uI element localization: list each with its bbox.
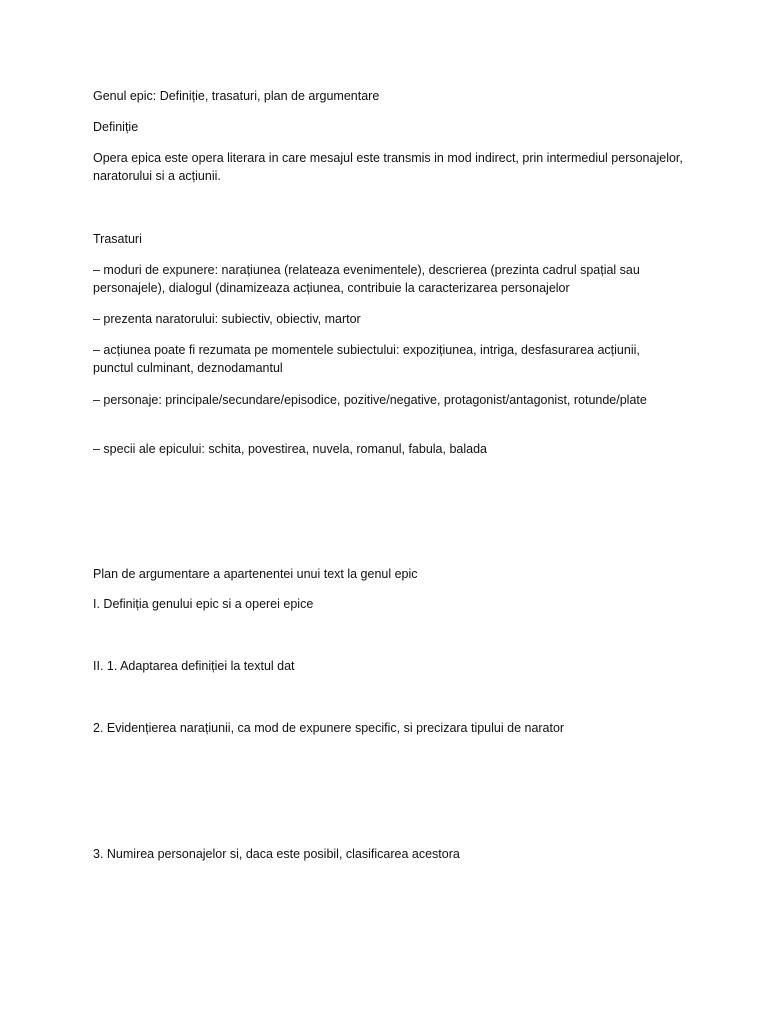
plan-item: I. Definiția genului epic si a operei epice bbox=[93, 597, 314, 611]
trait-item: – prezenta naratorului: subiectiv, obiectiv, martor bbox=[93, 312, 361, 326]
plan-item: 2. Evidențierea narațiunii, ca mod de expunere specific, si precizara tipului de narator bbox=[93, 721, 565, 735]
trait-item: – moduri de expunere: narațiunea (relateaza evenimentele), descrierea (prezinta cadrul spațial sau personajele), dialogul (dinamizeaza acțiunea, contribuie la caracterizarea personajelor bbox=[93, 263, 644, 295]
trait-item: – personaje: principale/secundare/episodice, pozitive/negative, protagonist/antagonist, rotunde/plate bbox=[93, 393, 647, 407]
trait-item: – specii ale epicului: schita, povestirea, nuvela, romanul, fabula, balada bbox=[93, 442, 487, 456]
plan-item: 3. Numirea personajelor si, daca este posibil, clasificarea acestora bbox=[93, 847, 460, 861]
definition-paragraph: Opera epica este opera literara in care mesajul este transmis in mod indirect, prin intermediul personajelor, naratorului si a acțiunii. bbox=[93, 151, 687, 183]
traits-heading: Trasaturi bbox=[93, 232, 142, 246]
plan-heading: Plan de argumentare a apartenentei unui text la genul epic bbox=[93, 567, 418, 581]
trait-item: – acțiunea poate fi rezumata pe momentele subiectului: expozițiunea, intriga, desfasurarea acțiunii, punctul culminant, deznodamantul bbox=[93, 343, 644, 375]
document-title: Genul epic: Definiție, trasaturi, plan de argumentare bbox=[93, 89, 380, 103]
plan-item: II. 1. Adaptarea definiției la textul dat bbox=[93, 659, 295, 673]
definition-heading: Definiție bbox=[93, 120, 139, 134]
